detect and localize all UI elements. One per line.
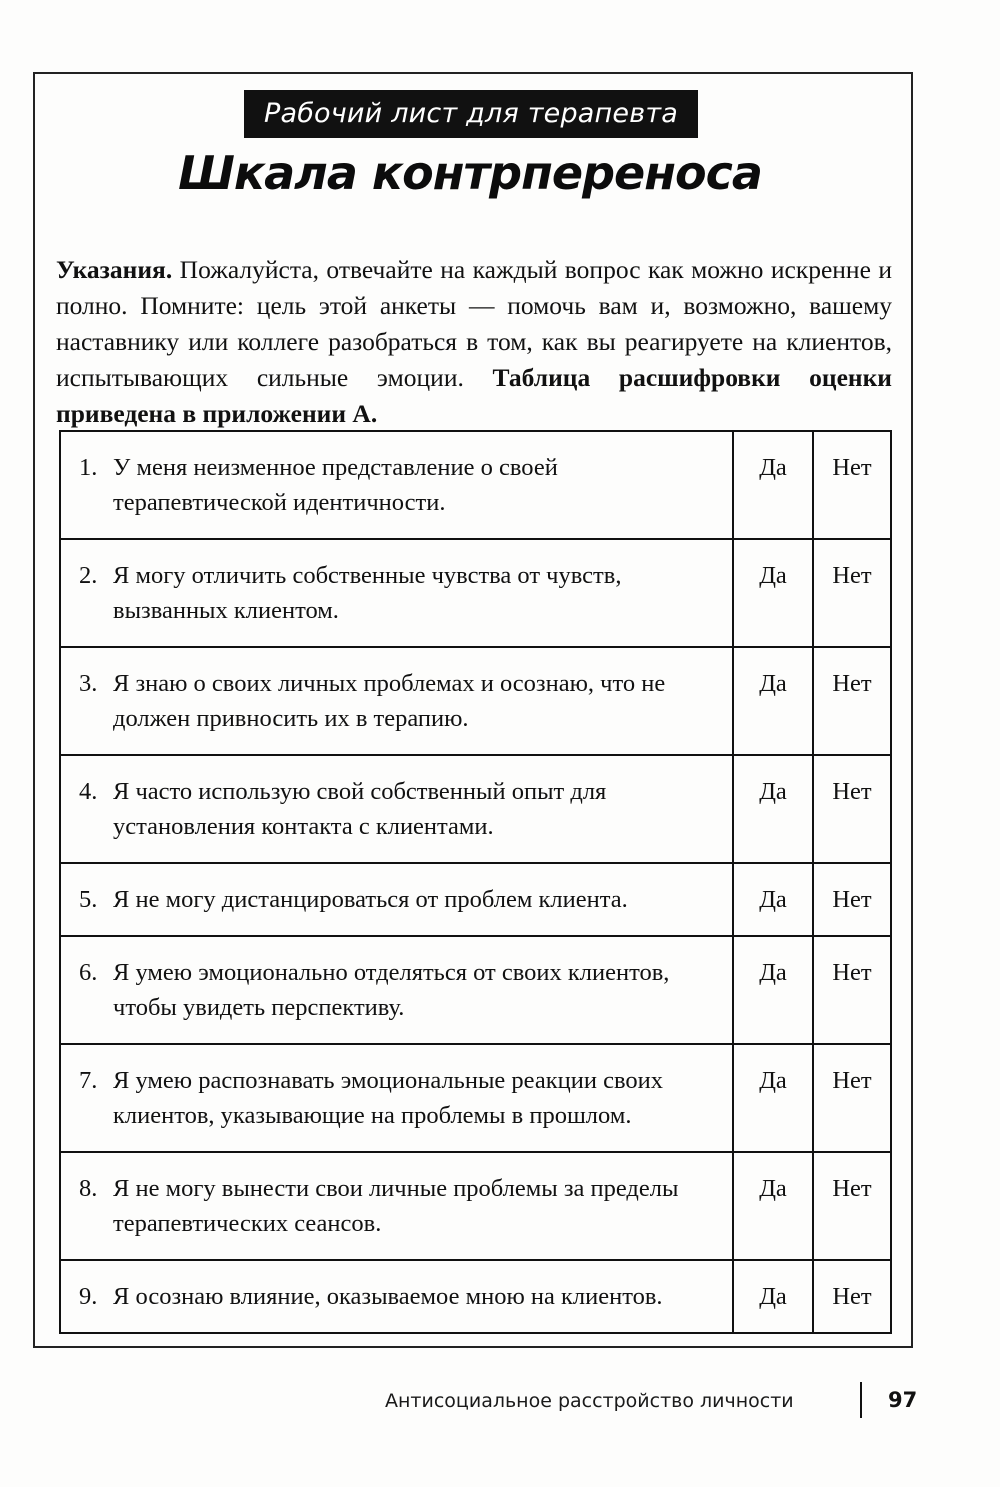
answer-no[interactable]: Нет	[813, 431, 891, 539]
running-title: Антисоциальное расстройство личности	[385, 1390, 794, 1412]
answer-yes[interactable]: Да	[733, 1152, 813, 1260]
question-cell	[60, 755, 733, 863]
instructions-bold-tail: Таблица расшифровки оценки приведена в приложении А.	[56, 363, 892, 428]
answer-yes[interactable]: Да	[733, 431, 813, 539]
question-number: 9.	[79, 1283, 98, 1310]
answer-yes[interactable]: Да	[733, 1044, 813, 1152]
question-text: Я знаю о своих личных проблемах и осознаю, что не должен привносить их в терапию.	[113, 670, 666, 732]
question-text: Я могу отличить собственные чувства от чувств, вызванных клиентом.	[113, 562, 622, 624]
instructions-text: Пожалуйста, отвечайте на каждый вопрос как можно искренне и полно. Помните: цель этой анкеты — помочь вам и, возможно, вашему наставнику или коллеге разобраться в том, как вы реагируете на клиентов, испытывающих сильные эмоции.	[56, 255, 892, 392]
answer-no[interactable]: Нет	[813, 1044, 891, 1152]
question-text: Я умею эмоционально отделяться от своих клиентов, чтобы увидеть перспективу.	[113, 959, 670, 1021]
worksheet-banner: Рабочий лист для терапевта	[244, 90, 698, 138]
answer-no[interactable]: Нет	[813, 1152, 891, 1260]
question-cell	[60, 539, 733, 647]
question-cell	[60, 431, 733, 539]
answer-yes[interactable]: Да	[733, 1260, 813, 1333]
table-row	[60, 431, 891, 539]
answer-no[interactable]: Нет	[813, 647, 891, 755]
footer-divider	[860, 1382, 862, 1418]
answer-no[interactable]: Нет	[813, 863, 891, 936]
answer-yes[interactable]: Да	[733, 755, 813, 863]
answer-no[interactable]: Нет	[813, 539, 891, 647]
question-cell	[60, 863, 733, 936]
question-text: Я не могу вынести свои личные проблемы за пределы терапевтических сеансов.	[113, 1175, 679, 1237]
question-cell	[60, 1260, 733, 1333]
table-row	[60, 539, 891, 647]
question-number: 3.	[79, 670, 98, 697]
table-row	[60, 863, 891, 936]
question-cell	[60, 936, 733, 1044]
table-row	[60, 1044, 891, 1152]
answer-yes[interactable]: Да	[733, 863, 813, 936]
question-number: 6.	[79, 959, 98, 986]
answer-no[interactable]: Нет	[813, 755, 891, 863]
answer-yes[interactable]: Да	[733, 647, 813, 755]
question-cell	[60, 1044, 733, 1152]
instructions-label: Указания.	[56, 255, 173, 284]
table-row	[60, 647, 891, 755]
question-number: 7.	[79, 1067, 98, 1094]
question-text: Я осознаю влияние, оказываемое мною на клиентов.	[113, 1283, 663, 1310]
instructions-paragraph	[56, 252, 892, 432]
question-text: Я не могу дистанцироваться от проблем клиента.	[113, 886, 628, 913]
table-row	[60, 936, 891, 1044]
question-number: 8.	[79, 1175, 98, 1202]
answer-no[interactable]: Нет	[813, 936, 891, 1044]
table-row	[60, 1152, 891, 1260]
question-cell	[60, 1152, 733, 1260]
table-row	[60, 1260, 891, 1333]
page-number: 97	[888, 1388, 918, 1412]
page-title: Шкала контрпереноса	[178, 146, 762, 200]
answer-yes[interactable]: Да	[733, 936, 813, 1044]
question-number: 2.	[79, 562, 98, 589]
question-number: 1.	[79, 454, 98, 481]
table-row	[60, 755, 891, 863]
question-text: Я часто использую свой собственный опыт для установления контакта с клиентами.	[113, 778, 607, 840]
question-number: 5.	[79, 886, 98, 913]
question-text: У меня неизменное представление о своей терапевтической идентичности.	[113, 454, 558, 516]
questionnaire-table	[59, 430, 892, 1334]
question-number: 4.	[79, 778, 98, 805]
question-text: Я умею распознавать эмоциональные реакции своих клиентов, указывающие на проблемы в прошлом.	[113, 1067, 663, 1129]
answer-yes[interactable]: Да	[733, 539, 813, 647]
question-cell	[60, 647, 733, 755]
answer-no[interactable]: Нет	[813, 1260, 891, 1333]
